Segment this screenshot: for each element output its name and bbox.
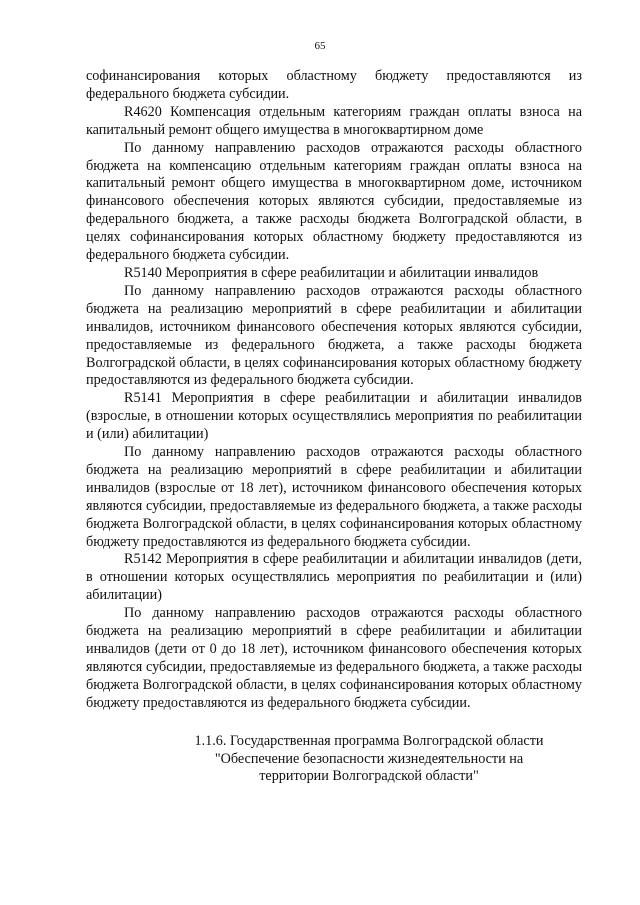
expense-code-r5142-description: По данному направлению расходов отражаются расходы областного бюджета на реализацию мероприятий в сфере реабилитации и абилитации инвалидов (дети от 0 до 18 лет), источником финансового обеспечения которых являются субсидии, предоставляемые из федерального бюджета, а также расходы бюджета Волгоградской области, в целях софинансирования которых областному бюджету предоставляются из федерального бюджета субсидии. — [86, 605, 582, 711]
expense-code-r5140-description: По данному направлению расходов отражаются расходы областного бюджета на реализацию мероприятий в сфере реабилитации и абилитации инвалидов, источником финансового обеспечения которых являются субсидии, предоставляемые из федерального бюджета, а также расходы бюджета Волгоградской области, в целях софинансирования которых областному бюджету предоставляются из федерального бюджета субсидии. — [86, 282, 582, 389]
section-heading-line: "Обеспечение безопасности жизнедеятельности на — [214, 750, 524, 767]
expense-code-r5140-title: R5140 Мероприятия в сфере реабилитации и абилитации инвалидов — [124, 264, 539, 281]
document-body — [86, 68, 582, 786]
expense-code-r5142-title: R5142 Мероприятия в сфере реабилитации и абилитации инвалидов (дети, в отношении которых осуществлялись мероприятия по реабилитации и (или) абилитации) — [86, 551, 582, 604]
page-number: 65 — [314, 40, 326, 52]
section-heading — [86, 733, 582, 787]
expense-code-r4620-description: По данному направлению расходов отражаются расходы областного бюджета на компенсацию отдельным категориям граждан оплаты взноса на капитальный ремонт общего имущества в многоквартирном доме, источником финансового обеспечения которых являются субсидии, предоставляемые из федерального бюджета, а также расходы бюджета Волгоградской области, в целях софинансирования которых областному бюджету предоставляются из федерального бюджета субсидии. — [86, 139, 582, 264]
expense-code-r5141-title: R5141 Мероприятия в сфере реабилитации и абилитации инвалидов (взрослые, в отношении которых осуществлялись мероприятия по реабилитации и (или) абилитации) — [86, 390, 582, 443]
section-heading-line: 1.1.6. Государственная программа Волгоградской области — [194, 732, 544, 749]
expense-code-r5141-description: По данному направлению расходов отражаются расходы областного бюджета на реализацию мероприятий в сфере реабилитации и абилитации инвалидов (взрослые от 18 лет), источником финансового обеспечения которых являются субсидии, предоставляемые из федерального бюджета, а также расходы бюджета Волгоградской области, в целях софинансирования которых областному бюджету предоставляются из федерального бюджета субсидии. — [86, 444, 582, 550]
expense-code-r4620-title: R4620 Компенсация отдельным категориям граждан оплаты взноса на капитальный ремонт общего имущества в многоквартирном доме — [86, 103, 582, 138]
paragraph-continuation: софинансирования которых областному бюджету предоставляются из федерального бюджета субсидии. — [86, 68, 582, 102]
section-heading-line: территории Волгоградской области" — [259, 768, 479, 785]
